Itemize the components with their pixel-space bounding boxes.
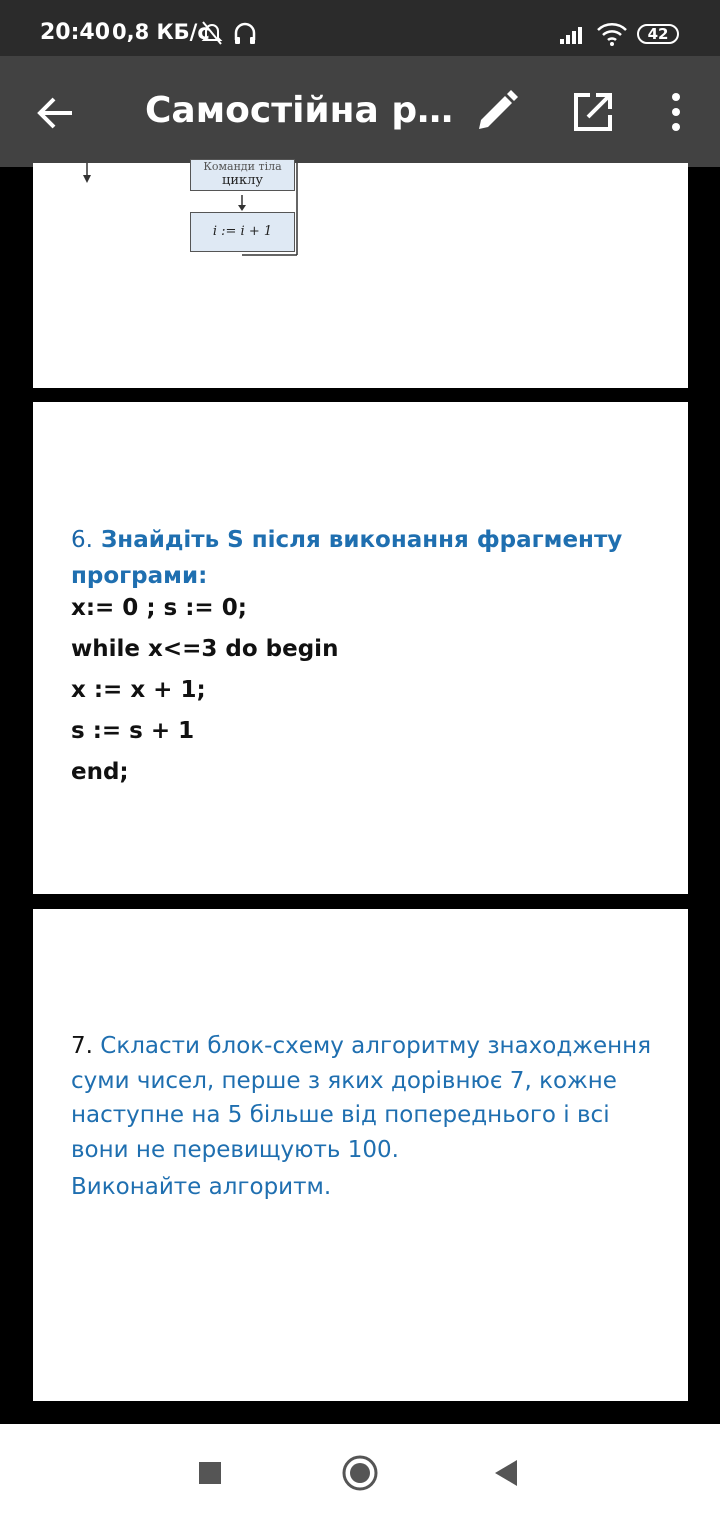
pencil-icon [473,89,519,135]
slide-6 [33,402,688,894]
status-bar [0,0,720,56]
document-title: Самостійна р… [145,90,454,131]
flowchart-box-loop-body [190,159,295,191]
more-options-button[interactable] [662,89,690,135]
recents-button[interactable] [198,1461,222,1489]
question-6-number: 6. [71,527,93,553]
code-line: s := s + 1 [71,718,195,744]
question-7-text [71,1029,661,1167]
headphones-icon [232,20,258,50]
flowchart-lines [33,163,688,263]
code-line: while x<=3 do begin [71,636,339,662]
code-line: x:= 0 ; s := 0; [71,595,247,621]
question-7-instruction: Виконайте алгоритм. [71,1174,332,1200]
circle-icon [341,1454,379,1492]
question-7-number: 7. [71,1033,93,1059]
battery-indicator: 42 [637,24,679,44]
question-6-text: Знайдіть S після виконання фрагменту програми: [71,527,623,589]
back-button[interactable] [32,91,80,135]
back-nav-button[interactable] [493,1459,519,1491]
bell-off-icon [200,20,224,50]
more-vert-icon [662,89,690,135]
wifi-icon [596,22,628,50]
triangle-back-icon [493,1459,519,1487]
flowchart-box-loop-label: циклу [221,173,264,188]
signal-icon [560,24,586,48]
open-external-button[interactable] [570,89,616,135]
status-time: 20:40 [40,20,111,45]
document-viewer[interactable] [0,160,720,1424]
question-7-body: Скласти блок-схему алгоритму знаходження суми чисел, перше з яких дорівнює 7, кожне наступне на 5 більше від попереднього і всі вони не перевищують 100. [71,1033,652,1163]
app-bar [0,56,720,167]
edit-button[interactable] [473,89,519,135]
arrow-left-icon [32,91,80,135]
slide-5 [33,160,688,388]
open-external-icon [570,89,616,135]
home-button[interactable] [341,1454,379,1496]
slide-7 [33,909,688,1401]
code-line: end; [71,759,129,785]
square-icon [198,1461,222,1485]
flowchart-box-increment: i := i + 1 [190,212,295,252]
code-line: x := x + 1; [71,677,206,703]
question-6-title [71,522,631,594]
system-nav-bar [0,1424,720,1520]
flowchart-box-loop-partial: Команди тіла [203,160,282,173]
status-network-speed: 0,8 КБ/с [112,20,210,44]
